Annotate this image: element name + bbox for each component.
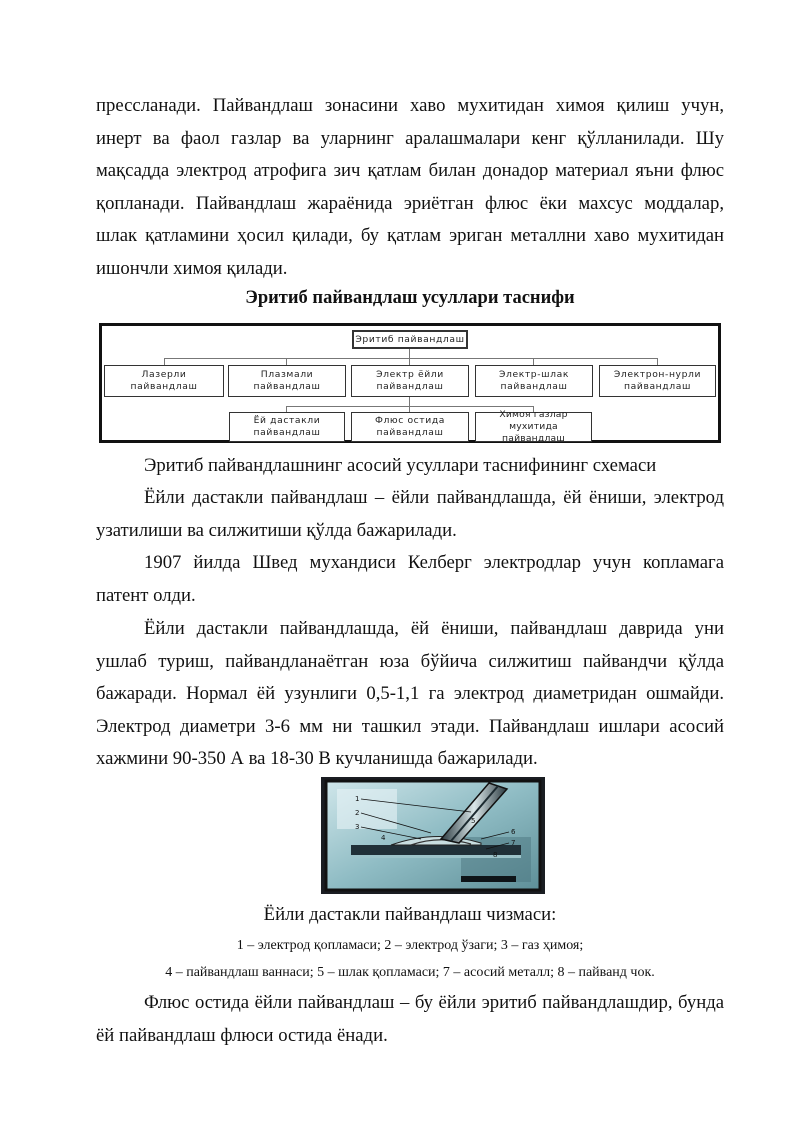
- figure-caption: Ёйли дастакли пайвандлаш чизмаси:: [263, 904, 557, 925]
- text-line: қопланади. Пайвандлаш жараёнида эриётган флюс ёки махсус моддалар,: [96, 192, 724, 214]
- node-label: Флюс остида: [374, 415, 446, 426]
- scheme-node-gas-shielded: [475, 409, 592, 444]
- text-line: ишончли химоя қилади.: [96, 257, 288, 279]
- text-line: шлак қатламини ҳосил қилади, бу қатлам эриган металлни хаво мухитидан: [96, 225, 724, 246]
- connector-level2-bus: [286, 406, 534, 407]
- scheme-node-plasma: [228, 365, 346, 397]
- node-label: пайвандлаш: [253, 381, 321, 392]
- text-line: ушлаб туриш, пайвандланаётган юза бўйича силжитиш пайвандчи қўлда: [96, 650, 724, 672]
- paragraph-intro: [96, 90, 724, 285]
- text-line: хажмини 90-350 А ва 18-30 В кучланишда бажарилади.: [96, 748, 538, 769]
- scheme-node-laser: [104, 365, 224, 397]
- text-line: Ёйли дастакли пайвандлашда, ёй ёниши, пайвандлаш даврида уни: [144, 618, 724, 639]
- text-line: Ёйли дастакли пайвандлаш – ёйли пайвандлашда, ёй ёниши, электрод: [144, 487, 724, 508]
- scheme-root-box: [352, 330, 468, 349]
- text-line: бажаради. Нормал ёй узунлиги 0,5-1,1 га электрод диаметридан ошмайди.: [96, 683, 724, 704]
- node-label: Химоя газлар мухитида: [499, 409, 568, 432]
- text-line: узатилиши ва силжитиши қўлда бажарилади.: [96, 519, 457, 541]
- connector-level1-bus: [164, 358, 657, 359]
- text-line: инерт ва фаол газлар ва уларнинг аралашмалари кенг қўлланилади. Шу: [96, 127, 724, 149]
- node-label: пайвандлаш: [500, 381, 568, 392]
- paragraph-history: [96, 547, 724, 612]
- scheme-node-electron-beam: [599, 365, 716, 397]
- node-label: пайвандлаш: [502, 433, 565, 444]
- scheme-caption: [96, 450, 724, 483]
- text-line: патент олди.: [96, 584, 196, 606]
- node-label: Плазмали: [260, 369, 314, 380]
- figure-label-7: 7: [511, 839, 516, 847]
- text-line: прессланади. Пайвандлаш зонасини хаво мухитидан химоя қилиш учун,: [96, 95, 724, 116]
- node-label: Электр ёйли: [376, 369, 444, 380]
- scheme-title: Эритиб пайвандлаш усуллари таснифи: [245, 288, 575, 308]
- classification-diagram: [99, 323, 721, 443]
- figure-label-8: 8: [493, 851, 498, 859]
- welding-diagram-image: [321, 777, 545, 894]
- scheme-node-manual-arc: [229, 412, 345, 442]
- connector-arc-down: [409, 397, 410, 406]
- node-label: Ёй дастакли: [253, 415, 321, 426]
- figure-label-6: 6: [511, 828, 516, 836]
- paragraph-process: [96, 613, 724, 776]
- text-line: Эритиб пайвандлашнинг асосий усуллари таснифининг схемаси: [144, 455, 657, 476]
- node-label: пайвандлаш: [130, 381, 198, 392]
- node-label: Электр-шлак: [498, 369, 570, 380]
- scheme-node-arc: [351, 365, 469, 397]
- node-label: Лазерли: [141, 369, 187, 380]
- node-label: пайвандлаш: [253, 427, 321, 438]
- text-line: ёй пайвандлаш флюси остида ёнади.: [96, 1024, 388, 1046]
- welding-illustration: [321, 777, 545, 894]
- figure-label-5: 5: [471, 817, 476, 825]
- paragraph-manual-arc: [96, 482, 724, 547]
- scheme-node-electroslag: [475, 365, 593, 397]
- node-label: Электрон-нурли: [613, 369, 702, 380]
- node-label: пайвандлаш: [376, 381, 444, 392]
- connector-root-down: [409, 348, 410, 358]
- figure-legend-line-1: 1 – электрод қопламаси; 2 – электрод ўзаги; 3 – газ ҳимоя;: [236, 938, 584, 953]
- text-line: Электрод диаметри 3-6 мм ни ташкил этади. Пайвандлаш ишлари асосий: [96, 715, 724, 737]
- figure-legend-line-2: 4 – пайвандлаш ваннаси; 5 – шлак қопламаси; 7 – асосий металл; 8 – пайванд чок.: [165, 965, 655, 980]
- paragraph-submerged: [96, 987, 724, 1052]
- figure-label-3: 3: [355, 823, 360, 831]
- text-line: 1907 йилда Швед мухандиси Келберг электродлар учун копламага: [144, 552, 724, 573]
- scheme-root-label: Эритиб пайвандлаш: [355, 333, 465, 345]
- text-line: Флюс остида ёйли пайвандлаш – бу ёйли эритиб пайвандлашдир, бунда: [144, 992, 724, 1013]
- scheme-node-submerged: [351, 412, 469, 442]
- figure-label-1: 1: [355, 795, 360, 803]
- node-label: пайвандлаш: [624, 381, 691, 392]
- text-line: мақсадда электрод атрофига зич қатлам билан донадор материал яъни флюс: [96, 160, 724, 181]
- node-label: пайвандлаш: [376, 427, 444, 438]
- figure-label-2: 2: [355, 809, 360, 817]
- figure-label-4: 4: [381, 834, 386, 842]
